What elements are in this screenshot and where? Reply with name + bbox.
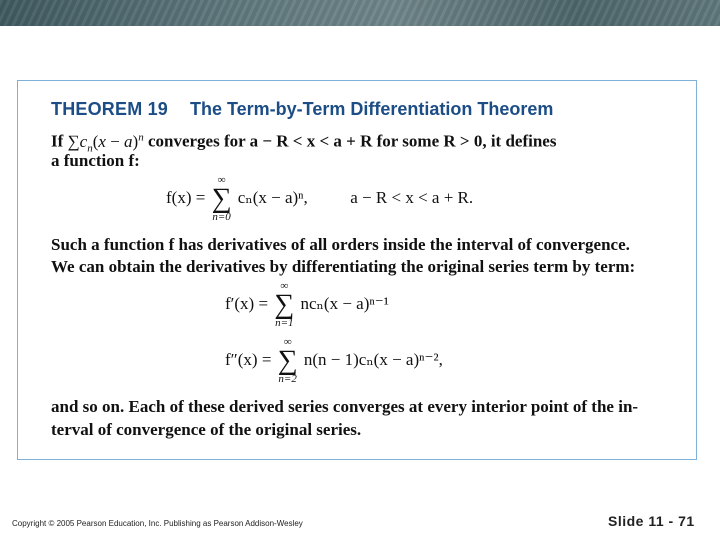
definition-formula: [166, 175, 473, 223]
sum-lower-d1: n=1: [275, 317, 294, 329]
sum-upper: ∞: [217, 174, 226, 186]
sum-upper-d2: ∞: [283, 336, 292, 348]
sum-lower: n=0: [212, 211, 231, 223]
sum-symbol: ∞ ∑ n=0: [211, 174, 232, 223]
closing-line2: [51, 420, 361, 440]
sum-lower-d2: n=2: [278, 373, 297, 385]
theorem-title: The Term-by-Term Differentiation Theorem: [190, 99, 554, 119]
d1-lhs: f′(x) =: [225, 293, 269, 313]
sum-symbol-d1: ∞ ∑ n=1: [274, 280, 295, 329]
second-derivative-formula: [225, 337, 443, 385]
line2-text: a function f:: [51, 151, 140, 170]
intro-rest: converges for a − R < x < a + R for some R > 0, it defines: [147, 131, 557, 151]
top-decorative-band: [0, 0, 720, 26]
def-lhs: f(x) =: [166, 187, 206, 207]
slide-number: Slide 11 - 71: [608, 513, 695, 529]
copyright-footer: Copyright © 2005 Pearson Education, Inc. Publishing as Pearson Addison-Wesley: [12, 519, 303, 528]
theorem-box: [17, 80, 697, 460]
theorem-label: THEOREM 19: [51, 99, 169, 119]
inline-series: $\sum c_n(x - a)^n$: [67, 131, 144, 155]
para2: [51, 257, 635, 277]
d2-rhs: n(n − 1)cₙ(x − a)ⁿ⁻²,: [303, 349, 443, 369]
def-rhs: cₙ(x − a)ⁿ,: [237, 187, 308, 207]
closing-line1: [51, 397, 638, 417]
theorem-line2: [51, 151, 140, 171]
intro-if: If: [51, 131, 64, 151]
closing2-text: terval of convergence of the original series.: [51, 420, 362, 439]
sum-symbol-d2: ∞ ∑ n=2: [277, 336, 298, 385]
sum-upper-d1: ∞: [280, 280, 289, 292]
para1: [51, 235, 630, 255]
d2-lhs: f″(x) =: [225, 349, 272, 369]
first-derivative-formula: [225, 281, 389, 329]
def-domain: a − R < x < a + R.: [350, 187, 474, 207]
para1-text: Such a function f has derivatives of all orders inside the interval of convergence.: [51, 235, 630, 254]
para2-text: We can obtain the derivatives by differentiating the original series term by term:: [51, 257, 636, 276]
closing1-text: and so on. Each of these derived series converges at every interior point of the in-: [51, 397, 639, 416]
d1-rhs: ncₙ(x − a)ⁿ⁻¹: [300, 293, 389, 313]
